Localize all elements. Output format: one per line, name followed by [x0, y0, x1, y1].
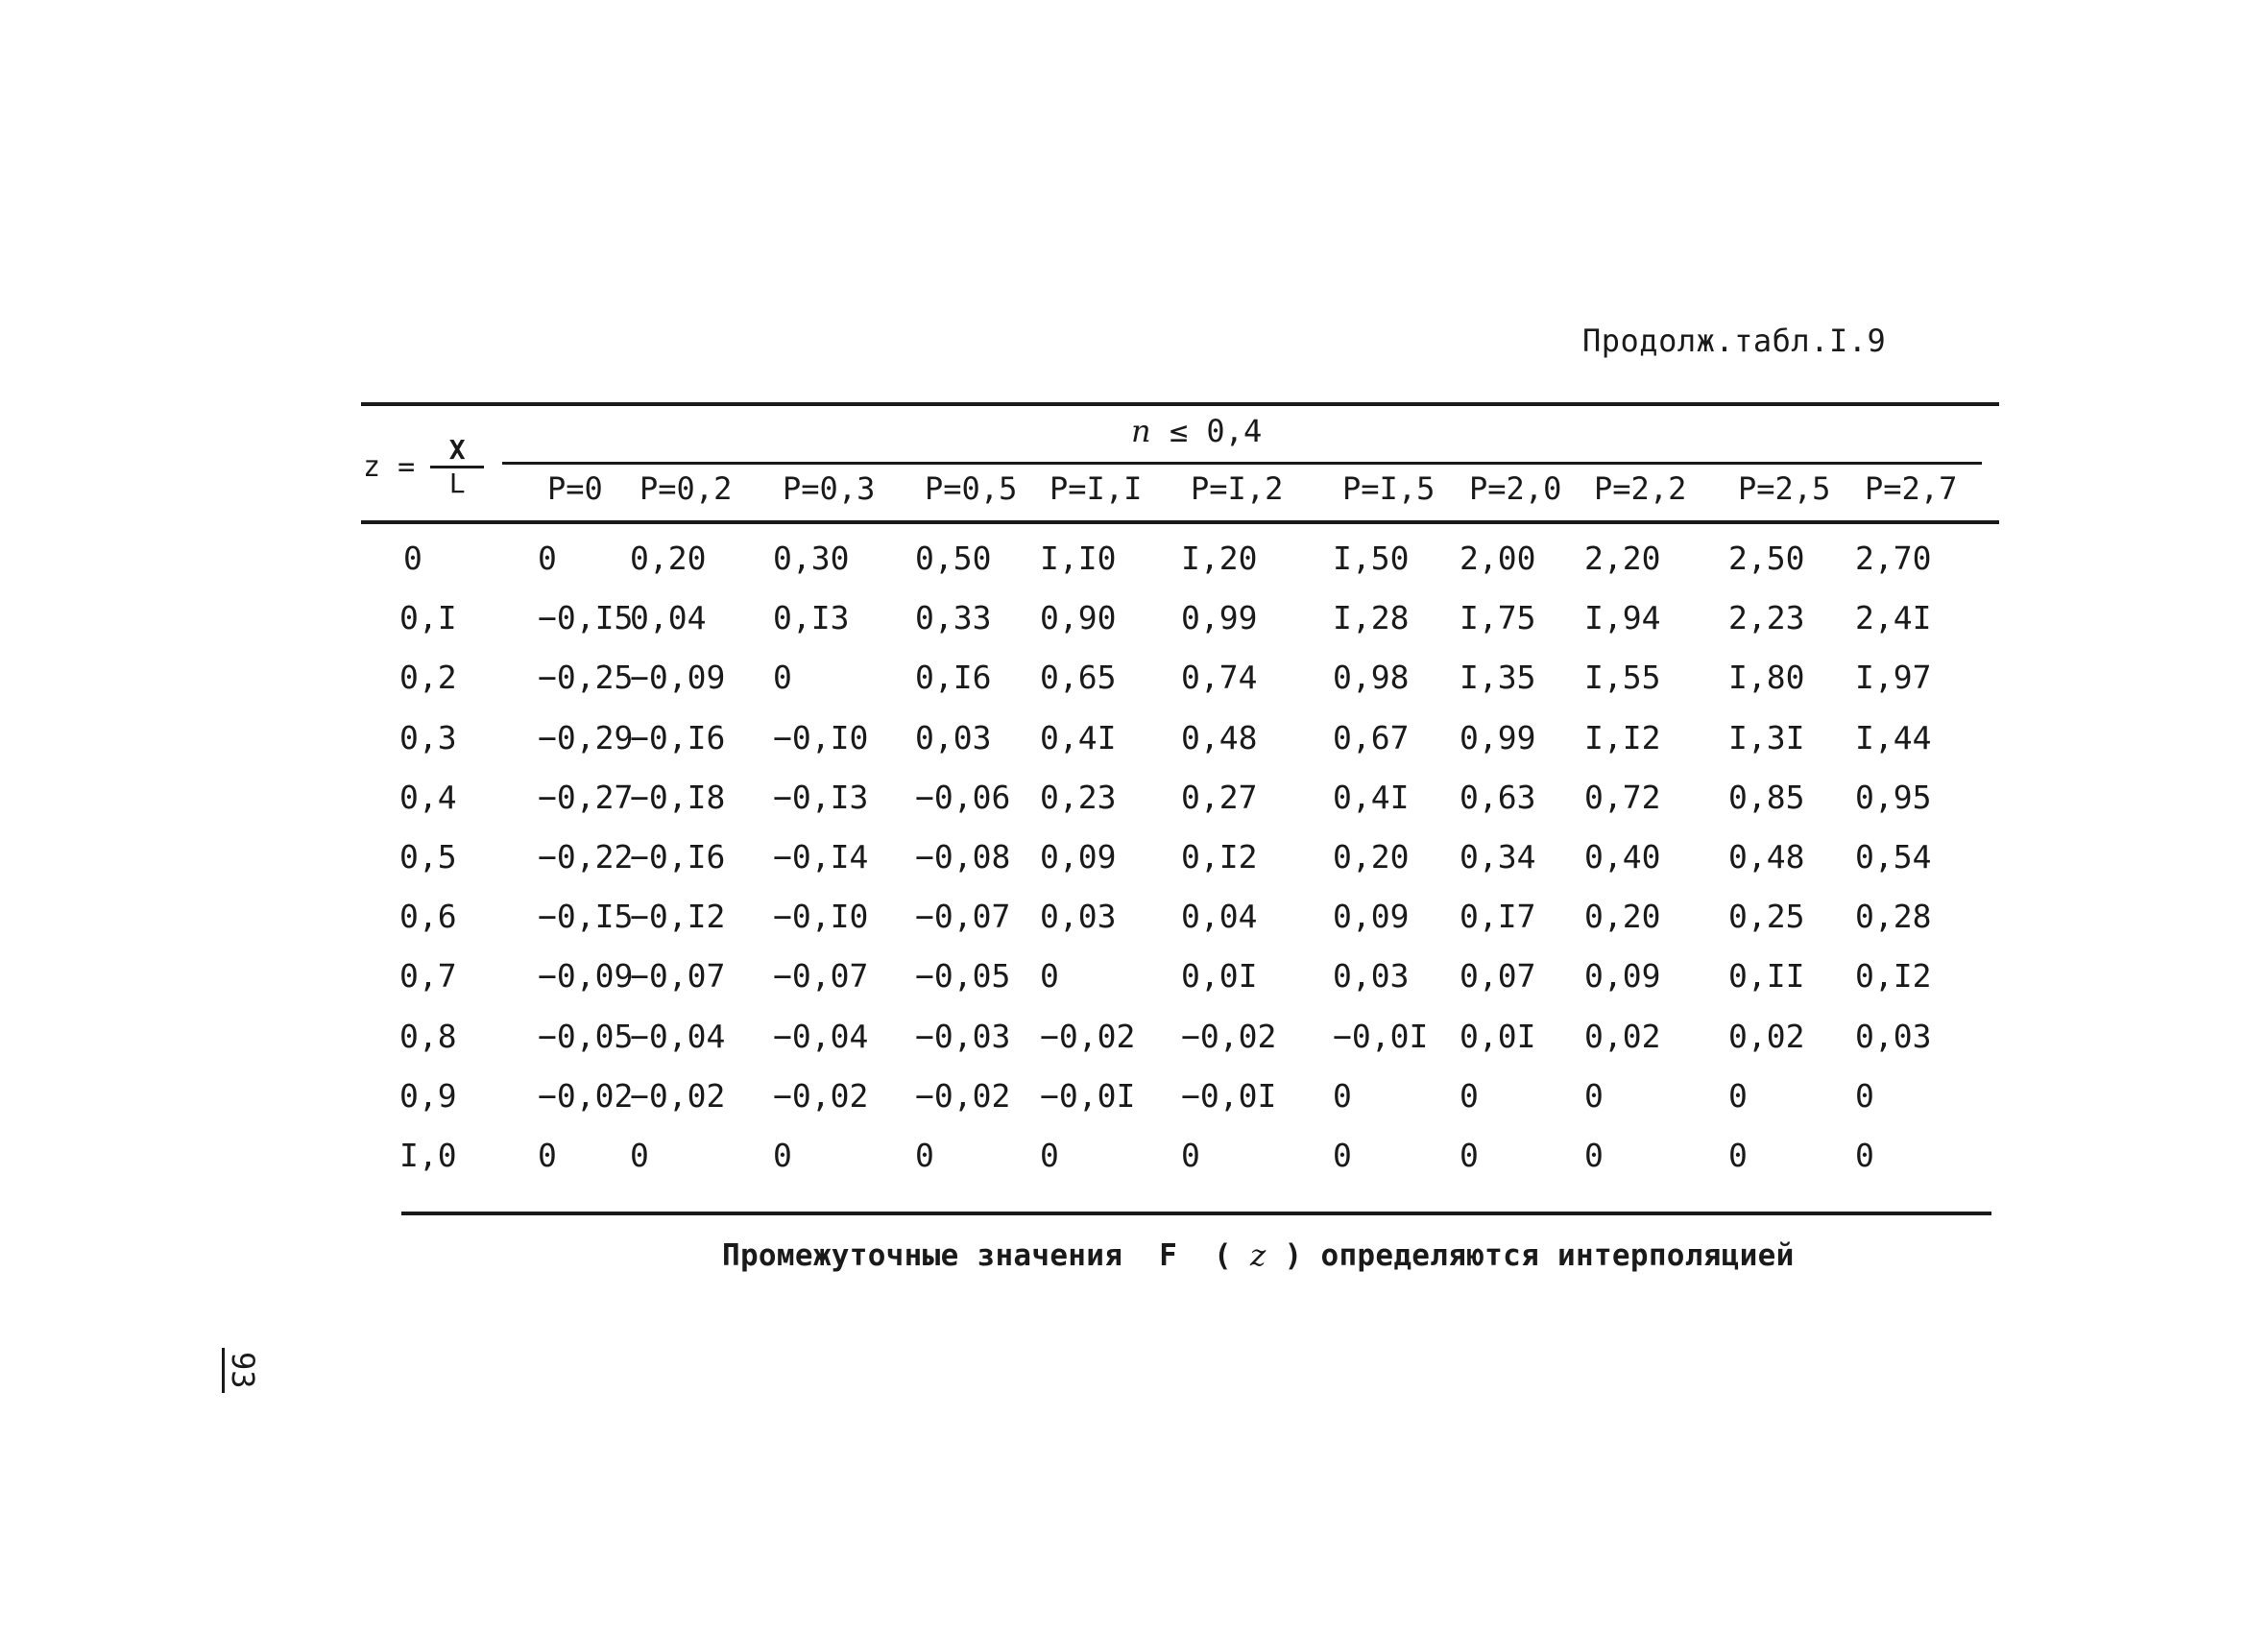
row-z-value: 0,3	[399, 719, 457, 756]
table-cell: 0,09	[1040, 838, 1117, 876]
table-bottom-rule	[401, 1212, 1991, 1215]
table-cell: −0,07	[773, 957, 869, 995]
row-z-value: 0,8	[399, 1018, 457, 1055]
table-cell: −0,I0	[773, 719, 869, 756]
table-cell: 2,20	[1584, 540, 1661, 577]
table-cell: −0,25	[538, 659, 634, 696]
table-cell: 0,02	[1728, 1018, 1805, 1055]
table-cell: 0,0I	[1181, 957, 1258, 995]
table-cell: 0	[538, 1137, 557, 1174]
table-cell: 0,4I	[1040, 719, 1117, 756]
table-cell: −0,I5	[538, 599, 634, 636]
note-text-before: Промежуточные значения F (	[722, 1238, 1250, 1273]
column-header: P=0,3	[783, 470, 876, 507]
row-z-value: 0,6	[399, 898, 457, 935]
table-cell: −0,02	[538, 1077, 634, 1115]
table-cell: −0,09	[538, 957, 634, 995]
table-cell: I,50	[1333, 540, 1410, 577]
column-header: P=0	[547, 470, 603, 507]
group-symbol: n	[1131, 413, 1151, 449]
table-cell: 0	[1855, 1077, 1874, 1115]
table-cell: 0,99	[1181, 599, 1258, 636]
table-cell: 0	[1040, 957, 1059, 995]
table-cell: −0,I6	[630, 838, 726, 876]
table-cell: 0,0I	[1460, 1018, 1536, 1055]
table-cell: −0,05	[538, 1018, 634, 1055]
table-cell: 0	[773, 659, 792, 696]
table-cell: −0,I0	[773, 898, 869, 935]
table-cell: 0	[773, 1137, 792, 1174]
table-cell: I,3I	[1728, 719, 1805, 756]
table-cell: −0,I4	[773, 838, 869, 876]
table-cell: −0,04	[773, 1018, 869, 1055]
table-cell: 0,99	[1460, 719, 1536, 756]
table-cell: 0,95	[1855, 779, 1932, 816]
z-fraction	[430, 435, 484, 499]
table-cell: −0,06	[915, 779, 1011, 816]
table-cell: 0	[1584, 1077, 1604, 1115]
table-cell: I,80	[1728, 659, 1805, 696]
table-cell: 0,98	[1333, 659, 1410, 696]
table-cell: 0,30	[773, 540, 850, 577]
header-group-rule	[502, 462, 1982, 465]
table-cell: 0,03	[1333, 957, 1410, 995]
table-cell: 2,23	[1728, 599, 1805, 636]
interpolation-note	[722, 1238, 1795, 1273]
table-cell: 0,67	[1333, 719, 1410, 756]
table-cell: −0,03	[915, 1018, 1011, 1055]
table-cell: −0,I5	[538, 898, 634, 935]
table-cell: −0,I3	[773, 779, 869, 816]
table-cell: I,I2	[1584, 719, 1661, 756]
table-cell: −0,I2	[630, 898, 726, 935]
table-cell: I,55	[1584, 659, 1661, 696]
column-header: P=I,I	[1050, 470, 1143, 507]
table-cell: 0	[1460, 1077, 1479, 1115]
row-z-value: I,0	[399, 1137, 457, 1174]
group-header	[1131, 413, 1262, 449]
table-cell: 0,48	[1181, 719, 1258, 756]
table-cell: −0,02	[1040, 1018, 1136, 1055]
table-cell: I,35	[1460, 659, 1536, 696]
group-condition: ≤ 0,4	[1169, 413, 1263, 449]
table-cell: 0,20	[630, 540, 707, 577]
table-cell: 0,09	[1584, 957, 1661, 995]
table-cell: 0,74	[1181, 659, 1258, 696]
table-cell: 0	[915, 1137, 934, 1174]
table-cell: I,97	[1855, 659, 1932, 696]
table-cell: 0	[630, 1137, 649, 1174]
table-cell: −0,02	[630, 1077, 726, 1115]
table-cell: 0,I7	[1460, 898, 1536, 935]
table-cell: 0,20	[1584, 898, 1661, 935]
table-cell: 2,70	[1855, 540, 1932, 577]
table-top-rule	[361, 402, 1999, 406]
table-cell: −0,0I	[1040, 1077, 1136, 1115]
table-cell: I,75	[1460, 599, 1536, 636]
column-header: P=I,5	[1342, 470, 1436, 507]
table-cell: 0,40	[1584, 838, 1661, 876]
table-cell: −0,02	[1181, 1018, 1277, 1055]
table-cell: 0	[1728, 1137, 1748, 1174]
table-cell: 0,I6	[915, 659, 992, 696]
table-cell: 0,33	[915, 599, 992, 636]
table-cell: −0,0I	[1333, 1018, 1429, 1055]
row-z-value: 0,9	[399, 1077, 457, 1115]
table-cell: 0	[1584, 1137, 1604, 1174]
z-denominator: L	[448, 467, 466, 499]
z-equals-label: z =	[363, 449, 416, 484]
note-text-after: ) определяются интерполяцией	[1266, 1238, 1795, 1273]
column-header: P=2,2	[1594, 470, 1687, 507]
note-variable: z	[1249, 1238, 1267, 1273]
table-cell: −0,22	[538, 838, 634, 876]
table-cell: 0,72	[1584, 779, 1661, 816]
table-cell: 0,I2	[1181, 838, 1258, 876]
z-numerator: X	[448, 433, 466, 466]
table-cell: 0,03	[1855, 1018, 1932, 1055]
table-cell: 0	[1333, 1137, 1352, 1174]
page-number: 93	[222, 1348, 261, 1393]
column-header: P=2,5	[1738, 470, 1831, 507]
column-header: P=2,7	[1865, 470, 1958, 507]
table-cell: 0,48	[1728, 838, 1805, 876]
table-cell: 0,85	[1728, 779, 1805, 816]
header-bottom-rule	[361, 520, 1999, 524]
row-z-value: 0,I	[399, 599, 457, 636]
table-cell: 0,54	[1855, 838, 1932, 876]
table-cell: 0,09	[1333, 898, 1410, 935]
row-z-value: 0,4	[399, 779, 457, 816]
table-cell: 0,63	[1460, 779, 1536, 816]
row-z-value: 0,5	[399, 838, 457, 876]
z-column-header	[363, 430, 484, 503]
row-z-value: 0,7	[399, 957, 457, 995]
table-cell: 0,I3	[773, 599, 850, 636]
table-cell: 0,23	[1040, 779, 1117, 816]
table-cell: −0,02	[915, 1077, 1011, 1115]
table-cell: −0,0I	[1181, 1077, 1277, 1115]
table-cell: 0	[1855, 1137, 1874, 1174]
table-cell: 2,50	[1728, 540, 1805, 577]
table-cell: −0,02	[773, 1077, 869, 1115]
table-cell: 0,90	[1040, 599, 1117, 636]
table-cell: −0,27	[538, 779, 634, 816]
table-cell: 0,20	[1333, 838, 1410, 876]
table-cell: −0,08	[915, 838, 1011, 876]
table-cell: −0,29	[538, 719, 634, 756]
table-cell: −0,05	[915, 957, 1011, 995]
column-header: P=I,2	[1191, 470, 1284, 507]
table-cell: I,94	[1584, 599, 1661, 636]
table-cell: −0,I6	[630, 719, 726, 756]
table-cell: 0,50	[915, 540, 992, 577]
table-cell: I,20	[1181, 540, 1258, 577]
table-cell: 0,02	[1584, 1018, 1661, 1055]
table-cell: 0	[538, 540, 557, 577]
table-cell: 2,4I	[1855, 599, 1932, 636]
table-cell: 0,27	[1181, 779, 1258, 816]
table-caption: Продолж.табл.I.9	[1582, 323, 1887, 359]
table-cell: 0,03	[915, 719, 992, 756]
column-header: P=0,2	[639, 470, 733, 507]
table-cell: 2,00	[1460, 540, 1536, 577]
table-cell: −0,07	[630, 957, 726, 995]
table-cell: 0	[1181, 1137, 1200, 1174]
table-cell: −0,09	[630, 659, 726, 696]
table-cell: 0,34	[1460, 838, 1536, 876]
table-cell: 0	[1460, 1137, 1479, 1174]
table-cell: 0	[1040, 1137, 1059, 1174]
table-cell: 0,04	[1181, 898, 1258, 935]
table-cell: 0	[1728, 1077, 1748, 1115]
table-cell: 0,II	[1728, 957, 1805, 995]
table-cell: I,44	[1855, 719, 1932, 756]
table-cell: 0,65	[1040, 659, 1117, 696]
table-cell: 0	[1333, 1077, 1352, 1115]
table-cell: 0,07	[1460, 957, 1536, 995]
table-cell: −0,I8	[630, 779, 726, 816]
table-cell: 0,4I	[1333, 779, 1410, 816]
row-z-value: 0,2	[399, 659, 457, 696]
table-cell: −0,07	[915, 898, 1011, 935]
table-cell: 0,03	[1040, 898, 1117, 935]
column-header: P=0,5	[925, 470, 1018, 507]
column-header: P=2,0	[1469, 470, 1562, 507]
table-cell: 0,25	[1728, 898, 1805, 935]
table-cell: 0,28	[1855, 898, 1932, 935]
table-cell: 0,04	[630, 599, 707, 636]
row-z-value: 0	[403, 540, 422, 577]
table-cell: I,I0	[1040, 540, 1117, 577]
table-cell: −0,04	[630, 1018, 726, 1055]
table-cell: I,28	[1333, 599, 1410, 636]
table-cell: 0,I2	[1855, 957, 1932, 995]
